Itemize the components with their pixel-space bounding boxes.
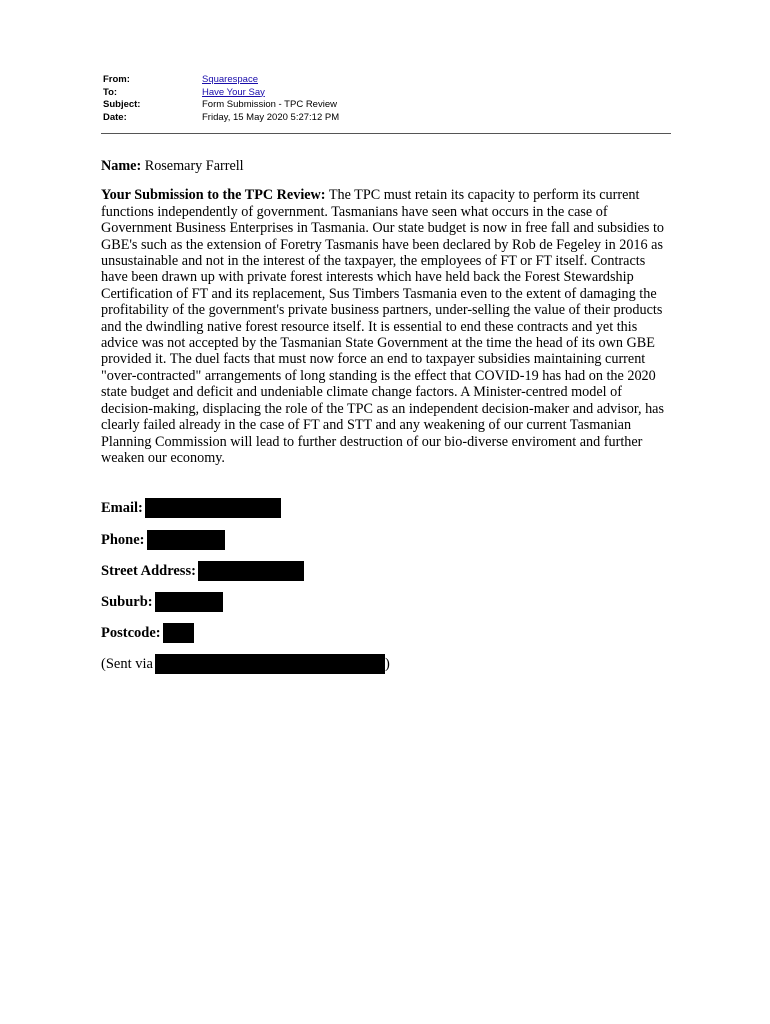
- name-line: [101, 158, 673, 174]
- to-link[interactable]: Have Your Say: [202, 86, 265, 98]
- from-link[interactable]: Squarespace: [202, 74, 258, 85]
- date-row: [103, 112, 671, 125]
- suburb-line: [101, 592, 223, 612]
- street-address-line: [101, 561, 304, 581]
- street-address-redaction: [198, 561, 304, 581]
- suburb-label: Suburb:: [101, 593, 153, 610]
- subject-label: Subject:: [103, 99, 141, 111]
- sent-via-redaction: [155, 654, 385, 674]
- submission-label: Your Submission to the TPC Review:: [101, 187, 326, 204]
- subject-row: [103, 99, 671, 112]
- suburb-redaction: [155, 592, 223, 612]
- email-redaction: [145, 498, 281, 518]
- from-row: [103, 74, 671, 87]
- email-line: [101, 498, 281, 518]
- to-label: To:: [103, 86, 118, 98]
- to-row: [103, 87, 671, 100]
- name-value: Rosemary Farrell: [144, 158, 244, 174]
- postcode-label: Postcode:: [101, 624, 161, 641]
- email-header: [103, 74, 671, 125]
- header-divider: [101, 133, 671, 134]
- phone-redaction: [147, 530, 225, 550]
- name-label: Name:: [101, 158, 142, 174]
- subject-value: Form Submission - TPC Review: [202, 99, 337, 111]
- from-label: From:: [103, 74, 130, 85]
- phone-line: [101, 530, 225, 550]
- email-label: Email:: [101, 499, 143, 516]
- message-body: [101, 158, 673, 466]
- sent-via-prefix: (Sent via: [101, 655, 153, 672]
- sent-via-suffix: ): [384, 655, 390, 672]
- submission-text: The TPC must retain its capacity to perform its current functions independently of government. Tasmanians have seen what occurs in the case of Government Business Enterprises in Tasmania. Our state budget is now in free fall and subsidies to GBE's such as the extension of Foretry Tasmanis have been declared by Rob de Fegeley in 2016 as unsustainable and not in the interest of the taxpayer, the employees of FT or FT itself. Contracts have been drawn up with private forest interests which have held back the Forest Stewardship Certification of FT and its replacement, Sus Timbers Tasmania even to the extent of damaging the profitability of the government's private business partners, under-selling the value of their products and the dwindling native forest resource itself. It is essential to end these contracts and yet this advice was not accepted by the Tasmanian State Government at the time the head of its own GBE provided it. The duel facts that must now force an end to taxpayer subsidies maintaining current "over-contracted" arrangements of long standing is the effect that COVID-19 has had on the 2020 state budget and deficit and undeniable climate change factors. A Minister-centred model of decision-making, displacing the role of the TPC as an independent decision-maker and advisor, has clearly failed already in the case of FT and STT and any weakening of our current Tasmanian Planning Commission will lead to further destruction of our bio-diverse enviroment and further weaken our economy.: [101, 187, 664, 466]
- street-address-label: Street Address:: [101, 562, 196, 579]
- phone-label: Phone:: [101, 531, 145, 548]
- postcode-redaction: [163, 623, 194, 643]
- postcode-line: [101, 623, 194, 643]
- date-value: Friday, 15 May 2020 5:27:12 PM: [202, 112, 340, 124]
- sent-via-line: [101, 654, 390, 674]
- submission-paragraph: [101, 187, 673, 466]
- date-label: Date:: [103, 112, 127, 124]
